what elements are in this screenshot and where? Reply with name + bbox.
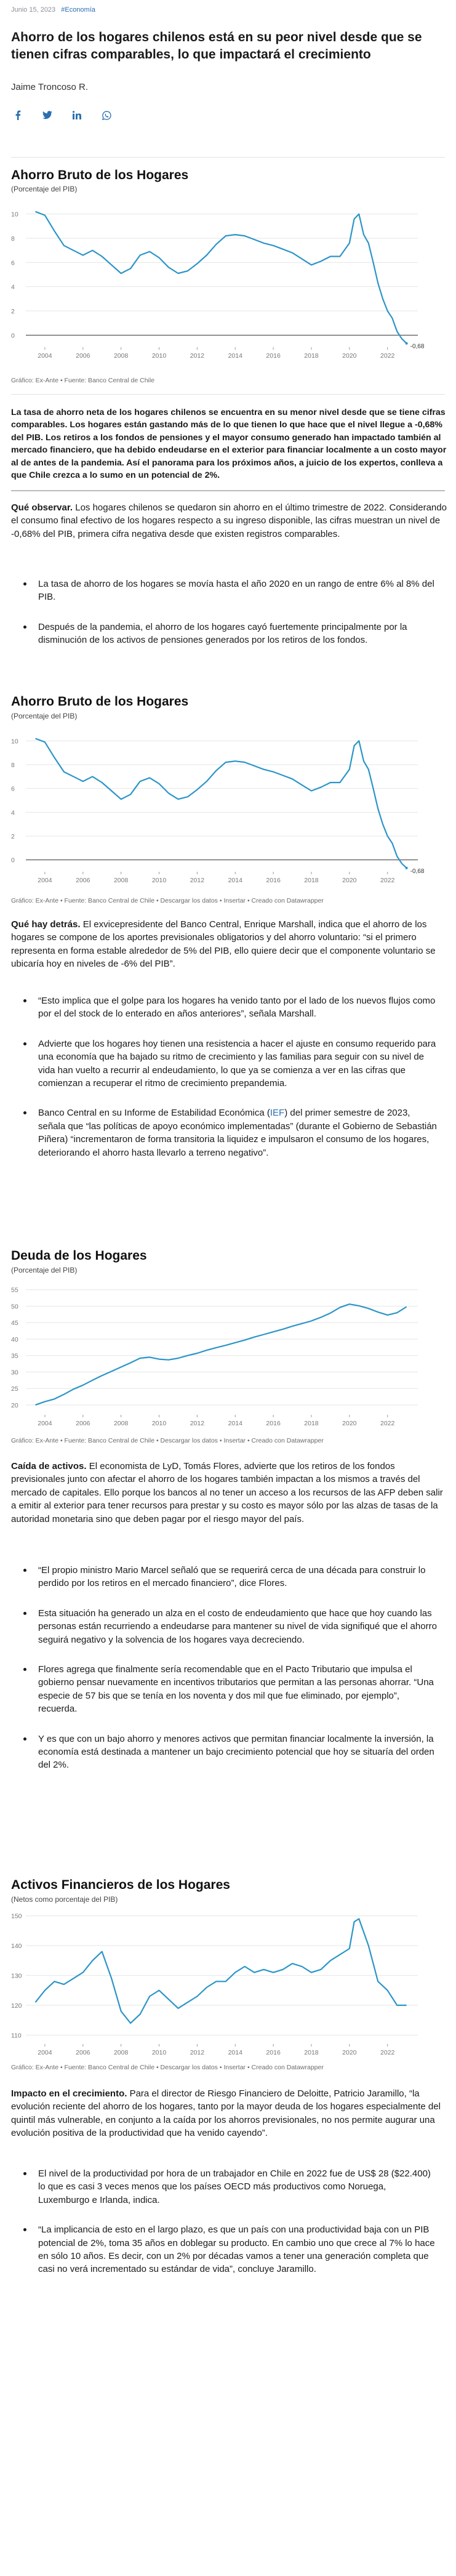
- x-tick-label: 2004: [38, 2049, 52, 2056]
- bullet-list: [32, 994, 438, 1176]
- x-tick-label: 2010: [151, 1420, 167, 1427]
- x-tick-label: 2012: [190, 1420, 205, 1427]
- y-tick-label: 4: [11, 283, 15, 291]
- y-tick-label: 55: [11, 1286, 18, 1294]
- article-lead: La tasa de ahorro neta de los hogares chilenos se encuentra en su menor nivel desde que se tiene cifras comparables. Los hogares están gastando más de lo que tienen lo que hace que el nivel llegue a -0,68% del PIB. Los retiros a los fondos de pensiones y el mayor consumo generado han impactado también al mercado financiero, que ha debido endeudarse en el exterior para financiar localmente a un costo mayor al de antes de la pandemia. Así el panorama para los próximos años, a juicio de los expertos, conlleva a que Chile crezca a lo sumo en un potencial de 2%.: [11, 408, 447, 481]
- chart-title: Deuda de los Hogares: [11, 1249, 147, 1263]
- section-paragraph: [11, 1460, 448, 1526]
- x-tick-label: 2022: [380, 877, 395, 884]
- section-paragraph: [11, 501, 448, 541]
- x-tick-label: 2004: [38, 1420, 52, 1427]
- divider: [11, 490, 445, 491]
- article-headline: Ahorro de los hogares chilenos está en su peor nivel desde que se tienen cifras comparables, lo que impactará el crecimiento: [11, 30, 422, 62]
- y-tick-label: 4: [11, 809, 15, 817]
- x-tick-label: 2004: [38, 877, 52, 884]
- y-tick-label: 25: [11, 1385, 18, 1393]
- y-tick-label: 30: [11, 1369, 18, 1377]
- section-paragraph: [11, 918, 448, 971]
- x-tick-label: 2020: [342, 352, 357, 360]
- x-tick-label: 2018: [304, 877, 319, 884]
- section-heading: Caída de activos.: [11, 1461, 87, 1471]
- x-tick-label: 2008: [113, 877, 129, 884]
- article-meta: [11, 6, 95, 14]
- x-tick-label: 2016: [266, 2049, 281, 2056]
- y-tick-label: 2: [11, 833, 15, 840]
- chart-source: Gráfico: Ex-Ante • Fuente: Banco Central de Chile • Descargar los datos • Insertar • Creado con Datawrapper: [11, 897, 324, 904]
- x-tick-label: 2012: [190, 2049, 205, 2056]
- section-tag[interactable]: #Economía: [61, 6, 95, 14]
- list-item: La tasa de ahorro de los hogares se movía hasta el año 2020 en un rango de entre 6% al 8% del PIB.: [32, 578, 438, 604]
- author-name[interactable]: Jaime Troncoso R.: [11, 82, 89, 92]
- x-tick-label: 2008: [113, 352, 129, 360]
- x-tick-label: 2006: [76, 2049, 90, 2056]
- x-tick-label: 2010: [151, 2049, 167, 2056]
- y-tick-label: 10: [11, 211, 18, 219]
- y-tick-label: 2: [11, 308, 15, 315]
- series-line: [36, 1304, 407, 1405]
- y-tick-label: 150: [11, 1912, 22, 1920]
- x-tick-label: 2014: [228, 1420, 242, 1427]
- x-tick-label: 2008: [113, 1420, 129, 1427]
- x-tick-label: 2014: [228, 2049, 242, 2056]
- y-tick-label: 35: [11, 1352, 18, 1360]
- y-tick-label: 130: [11, 1972, 22, 1980]
- end-value-label: -0,68: [410, 343, 425, 350]
- share-bar: [11, 108, 113, 122]
- y-tick-label: 8: [11, 235, 15, 243]
- list-item: Después de la pandemia, el ahorro de los hogares cayó fuertemente principalmente por la disminución de los activos de pensiones generados por los retiros de los fondos.: [32, 621, 438, 647]
- y-tick-label: 0: [11, 332, 15, 340]
- whatsapp-icon[interactable]: [100, 108, 113, 122]
- x-tick-label: 2016: [266, 877, 281, 884]
- section-text: El economista de LyD, Tomás Flores, advierte que los retiros de los fondos previsionales junto con afectar el ahorro de los hogares también impactan a los mismos a través del mercado de capitales. Ello porque los bancos al no tener un acceso a los recursos de las AFP deben salir a emitir al exterior para tener recursos para prestar y su costo es mayor sólo por las alzas de tasas de la autoridad monetaria sino que deben pagar por el riesgo mayor del país.: [11, 1461, 443, 1524]
- x-tick-label: 2016: [266, 352, 281, 360]
- y-tick-label: 10: [11, 738, 18, 746]
- bullet-text: ) del primer semestre de 2023, señala que “las políticas de apoyo económico implementadas” (durante el Gobierno de Sebastián Piñera) “incrementaron de forma transitoria la liquidez e impulsaron el consumo de los hogares, deteriorando el ahorro hasta llevarlo a terreno negativo”.: [38, 1108, 437, 1158]
- chart-subtitle: (Porcentaje del PIB): [11, 1266, 78, 1274]
- twitter-icon[interactable]: [41, 108, 54, 122]
- x-tick-label: 2020: [342, 2049, 357, 2056]
- bullet-list: [32, 2167, 438, 2293]
- y-tick-label: 20: [11, 1401, 18, 1409]
- chart-subtitle: (Porcentaje del PIB): [11, 712, 78, 720]
- y-tick-label: 40: [11, 1335, 18, 1343]
- x-tick-label: 2006: [76, 877, 90, 884]
- line-chart-ahorro-2: [11, 724, 445, 888]
- x-tick-label: 2010: [151, 877, 167, 884]
- bullet-list: [32, 1564, 438, 1789]
- x-tick-label: 2018: [304, 2049, 319, 2056]
- list-item: Advierte que los hogares hoy tienen una resistencia a hacer el ajuste en consumo requerido para una economía que ha bajado su ritmo de crecimiento y las familias para seguir con su nivel de vida han vuelto a recurrir al endeudamiento, lo que ya se comienza a ver en las cifras que comienzan a recuperar el ritmo de crecimiento prepandemia.: [32, 1037, 438, 1090]
- end-point: [406, 867, 408, 869]
- section-heading: Qué observar.: [11, 502, 73, 513]
- list-item: [32, 1106, 438, 1159]
- x-tick-label: 2016: [266, 1420, 281, 1427]
- x-tick-label: 2012: [190, 877, 205, 884]
- line-chart-ahorro: [11, 197, 445, 363]
- bullet-text: Banco Central en su Informe de Estabilidad Económica (: [38, 1108, 270, 1119]
- x-tick-label: 2022: [380, 2049, 395, 2056]
- ief-link[interactable]: IEF: [270, 1108, 285, 1119]
- y-tick-label: 6: [11, 785, 15, 793]
- y-tick-label: 45: [11, 1319, 18, 1327]
- y-tick-label: 140: [11, 1942, 22, 1950]
- y-tick-label: 6: [11, 259, 15, 267]
- x-tick-label: 2020: [342, 877, 357, 884]
- chart-title: Activos Financieros de los Hogares: [11, 1878, 230, 1892]
- y-tick-label: 50: [11, 1303, 18, 1311]
- chart-title: Ahorro Bruto de los Hogares: [11, 168, 189, 182]
- list-item: “Esto implica que el golpe para los hogares ha venido tanto por el lado de los nuevos flujos como por el del stock de lo enterado en años anteriores”, señala Marshall.: [32, 994, 438, 1021]
- chart-subtitle: (Porcentaje del PIB): [11, 185, 78, 193]
- bullet-list: [32, 578, 438, 664]
- line-chart-deuda: [11, 1278, 445, 1431]
- section-text: Para el director de Riesgo Financiero de Deloitte, Patricio Jaramillo, “la evolución reciente del ahorro de los hogares, tanto por la mayor deuda de los hogares especialmente del quintil más vulnerable, en conjunto a la caída por los ahorros previsionales, no nos permite augurar una evolución positiva de la productividad que ha venido cayendo”.: [11, 2088, 441, 2139]
- list-item: Flores agrega que finalmente sería recomendable que en el Pacto Tributario que impulsa el gobierno pensar nuevamente en incentivos tributarios que permitan a las personas ahorrar. “Una especie de 57 bis que se tenía en los noventa y dos mil que fue eliminado, por ejemplo”, recuerda.: [32, 1663, 438, 1716]
- line-chart-activos: [11, 1905, 445, 2060]
- section-text: El exvicepresidente del Banco Central, Enrique Marshall, indica que el ahorro de los hogares se compone de los aportes previsionales obligatorios y del ahorro voluntario: “si el primero representa en forma estable alrededor de 5% del PIB, ello quiere decir que el componente voluntario se ubicaría hoy en niveles de -6% del PIB”.: [11, 919, 436, 970]
- list-item: Esta situación ha generado un alza en el costo de endeudamiento que hace que hoy cuando las personas están recurriendo a endeudarse para mantener su nivel de vida signifiqué que el ahorro seguirá negativo y la solvencia de los hogares vaya decreciendo.: [32, 1607, 438, 1646]
- series-line: [36, 212, 407, 344]
- chart-source: Gráfico: Ex-Ante • Fuente: Banco Central de Chile • Descargar los datos • Insertar • Creado con Datawrapper: [11, 1437, 324, 1444]
- chart-subtitle: (Netos como porcentaje del PIB): [11, 1895, 118, 1904]
- list-item: “El propio ministro Mario Marcel señaló que se requerirá cerca de una década para construir lo perdido por los retiros en el mercado financiero”, dice Flores.: [32, 1564, 438, 1590]
- end-value-label: -0,68: [410, 867, 425, 875]
- y-tick-label: 8: [11, 762, 15, 769]
- y-tick-label: 0: [11, 856, 15, 864]
- x-tick-label: 2018: [304, 352, 319, 360]
- list-item: El nivel de la productividad por hora de un trabajador en Chile en 2022 fue de US$ 28 ($22.400) lo que es casi 3 veces menos que los países OECD más productivos como Noruega, Luxemburgo e Irlanda, indica.: [32, 2167, 438, 2207]
- x-tick-label: 2006: [76, 1420, 90, 1427]
- series-line: [36, 1919, 407, 2024]
- x-tick-label: 2018: [304, 1420, 319, 1427]
- x-tick-label: 2006: [76, 352, 90, 360]
- chart-top-rule: [11, 157, 445, 158]
- series-line: [36, 739, 407, 868]
- x-tick-label: 2012: [190, 352, 205, 360]
- chart-title: Ahorro Bruto de los Hogares: [11, 694, 189, 709]
- x-tick-label: 2008: [113, 2049, 129, 2056]
- list-item: Y es que con un bajo ahorro y menores activos que permitan financiar localmente la inversión, la economía está destinada a mantener un bajo crecimiento potencial que hoy se situaría del orden del 2%.: [32, 1733, 438, 1772]
- divider: [11, 394, 445, 395]
- section-text: Los hogares chilenos se quedaron sin ahorro en el último trimestre de 2022. Considerando el consumo final efectivo de los hogares respecto a su ingreso disponible, las cifras muestran un nivel de -0,68% del PIB, primera cifra negativa desde que existen registros comparables.: [11, 502, 447, 539]
- section-paragraph: [11, 2087, 448, 2140]
- x-tick-label: 2004: [38, 352, 52, 360]
- section-heading: Qué hay detrás.: [11, 919, 81, 930]
- end-point: [406, 342, 408, 345]
- x-tick-label: 2020: [342, 1420, 357, 1427]
- list-item: “La implicancia de esto en el largo plazo, es que un país con una productividad baja con un PIB potencial de 2%, toma 35 años en doblegar su producto. En cambio uno que crece al 7% lo hace en sólo 10 años. Es decir, con un 2% por décadas vamos a tener una generación completa que casi no verá incrementado su estándar de vida”, concluye Jaramillo.: [32, 2223, 438, 2276]
- linkedin-icon[interactable]: [70, 108, 84, 122]
- chart-source: Gráfico: Ex-Ante • Fuente: Banco Central de Chile: [11, 377, 155, 384]
- x-tick-label: 2022: [380, 1420, 395, 1427]
- x-tick-label: 2014: [228, 352, 242, 360]
- x-tick-label: 2010: [151, 352, 167, 360]
- chart-source: Gráfico: Ex-Ante • Fuente: Banco Central de Chile • Descargar los datos • Insertar • Creado con Datawrapper: [11, 2064, 324, 2071]
- section-heading: Impacto en el crecimiento.: [11, 2088, 127, 2099]
- x-tick-label: 2022: [380, 352, 395, 360]
- facebook-icon[interactable]: [11, 108, 25, 122]
- y-tick-label: 110: [11, 2032, 22, 2040]
- y-tick-label: 120: [11, 2002, 22, 2010]
- x-tick-label: 2014: [228, 877, 242, 884]
- publish-date: Junio 15, 2023: [11, 6, 56, 14]
